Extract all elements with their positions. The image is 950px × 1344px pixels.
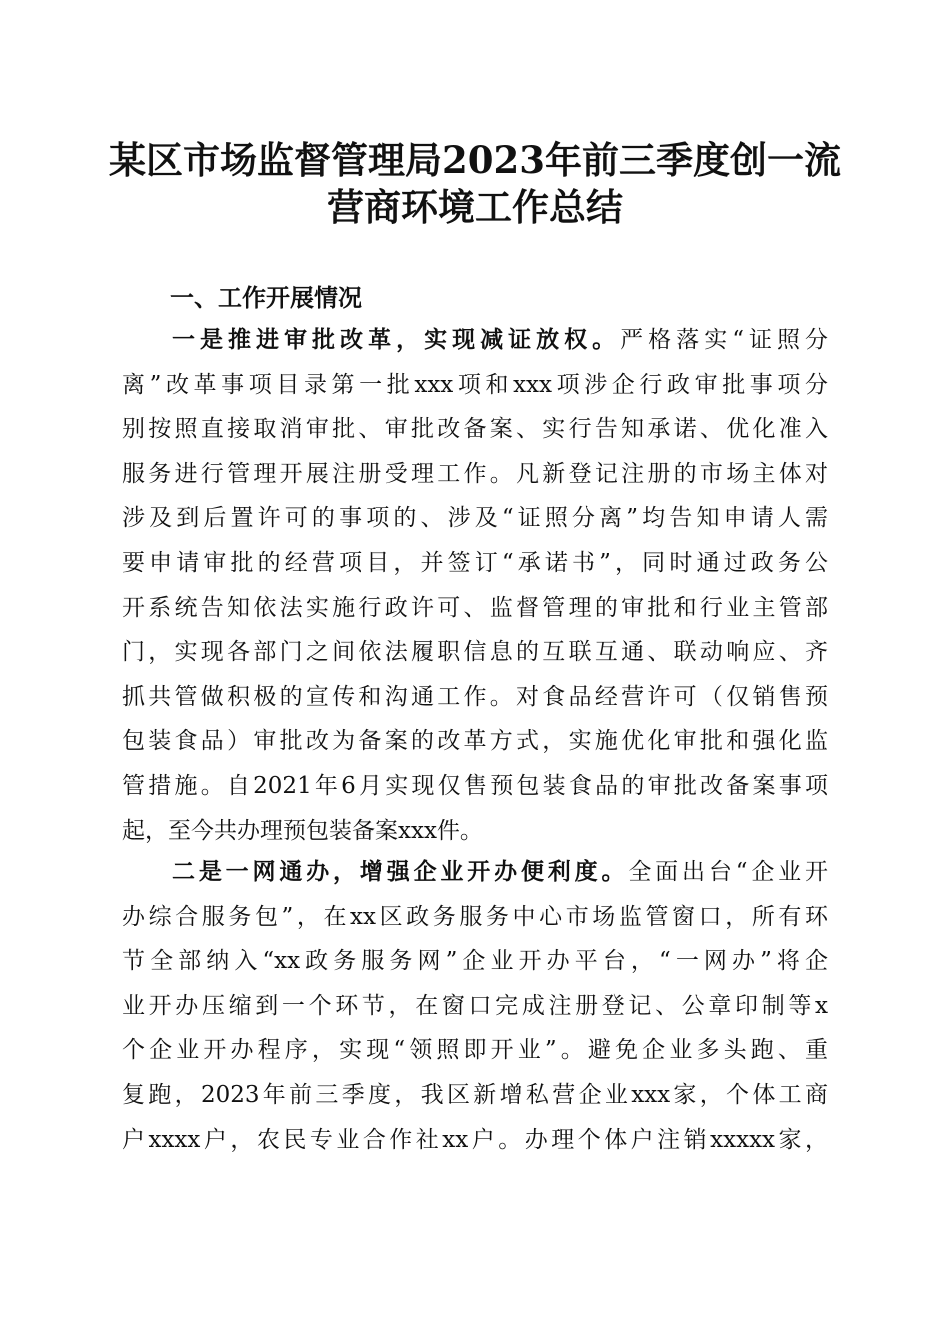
paragraph-line: 涉及到后置许可的事项的、涉及“证照分离”均告知申请人需: [122, 505, 828, 532]
paragraph-line: 门，实现各部门之间依法履职信息的互联互通、联动响应、齐: [122, 639, 828, 666]
paragraph-line: 别按照直接取消审批、审批改备案、实行告知承诺、优化准入: [122, 416, 828, 443]
paragraph-line: 个企业开办程序，实现“领照即开业”。避免企业多头跑、重: [122, 1037, 828, 1064]
paragraph-line: 二是一网通办，增强企业开办便利度。全面出台“企业开: [172, 858, 828, 885]
section-heading: 一、工作开展情况: [170, 284, 362, 312]
document-title-line-2: 营商环境工作总结: [327, 185, 623, 229]
paragraph-line: 开系统告知依法实施行政许可、监督管理的审批和行业主管部: [122, 594, 828, 621]
document-title-line-1: 某区市场监督管理局2023年前三季度创一流: [109, 138, 841, 182]
paragraph-line: 包装食品）审批改为备案的改革方式，实施优化审批和强化监: [122, 728, 828, 755]
paragraph-line: 业开办压缩到一个环节，在窗口完成注册登记、公章印制等x: [122, 992, 828, 1019]
paragraph-lead: 一是推进审批改革，实现减证放权。: [172, 326, 621, 353]
paragraph-line: 复跑，2023年前三季度，我区新增私营企业xxx家，个体工商: [122, 1081, 828, 1108]
paragraph-line: 抓共管做积极的宣传和沟通工作。对食品经营许可（仅销售预: [122, 683, 828, 710]
paragraph-2: [122, 850, 828, 1162]
paragraph-lead: 二是一网通办，增强企业开办便利度。: [172, 858, 629, 885]
paragraph-line: 管措施。自2021年6月实现仅售预包装食品的审批改备案事项: [122, 772, 828, 799]
paragraph-line: 要申请审批的经营项目，并签订“承诺书”，同时通过政务公: [122, 549, 828, 576]
paragraph-line: 办综合服务包”，在xx区政务服务中心市场监管窗口，所有环: [122, 903, 828, 930]
paragraph-line: 节全部纳入“xx政务服务网”企业开办平台，“一网办”将企: [122, 948, 828, 975]
paragraph-line: 一是推进审批改革，实现减证放权。严格落实“证照分: [172, 326, 828, 353]
paragraph-line: 服务进行管理开展注册受理工作。凡新登记注册的市场主体对: [122, 460, 828, 487]
paragraph-1: [122, 318, 828, 853]
paragraph-line: 离”改革事项目录第一批xxx项和xxx项涉企行政审批事项分: [122, 371, 828, 398]
paragraph-line: 户xxxx户，农民专业合作社xx户。办理个体户注销xxxxx家，: [122, 1126, 828, 1153]
paragraph-line: 起，至今共办理预包装备案xxx件。: [122, 817, 483, 844]
